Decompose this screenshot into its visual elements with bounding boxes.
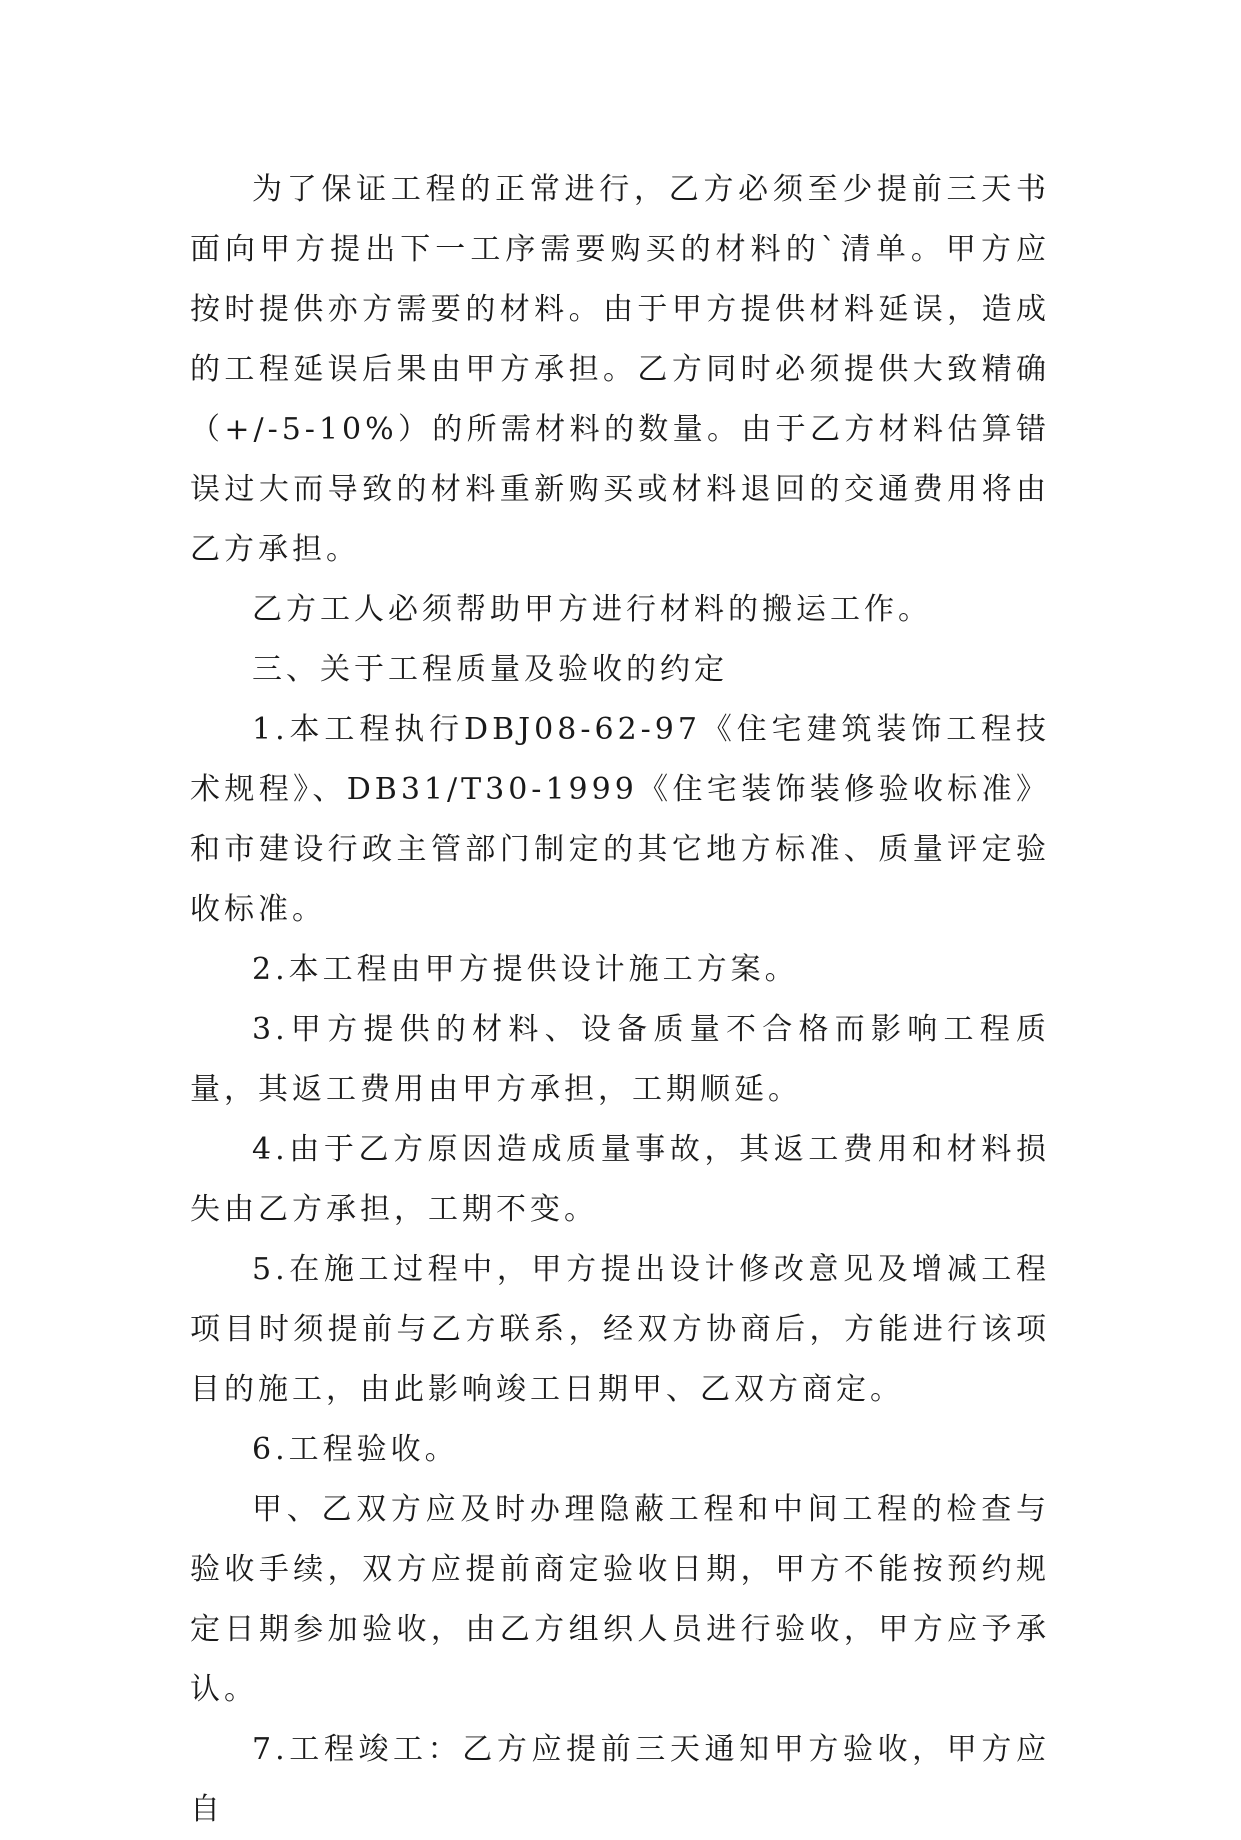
paragraph-item-4: 4.由于乙方原因造成质量事故，其返工费用和材料损失由乙方承担，工期不变。 — [190, 1132, 1050, 1227]
section-heading-quality: 三、关于工程质量及验收的约定 — [252, 652, 728, 687]
paragraph-item-6: 6.工程验收。 — [252, 1432, 459, 1467]
paragraph-acceptance-procedure: 甲、乙双方应及时办理隐蔽工程和中间工程的检查与验收手续，双方应提前商定验收日期，甲方不能按预约规定日期参加验收，由乙方组织人员进行验收，甲方应予承认。 — [190, 1492, 1050, 1707]
paragraph-item-3: 3.甲方提供的材料、设备质量不合格而影响工程质量，其返工费用由甲方承担，工期顺延。 — [190, 1012, 1050, 1107]
paragraph-item-2: 2.本工程由甲方提供设计施工方案。 — [252, 952, 799, 987]
paragraph-material-handling: 乙方工人必须帮助甲方进行材料的搬运工作。 — [252, 592, 932, 627]
document-body — [190, 160, 1050, 1840]
paragraph-material-list: 为了保证工程的正常进行，乙方必须至少提前三天书面向甲方提出下一工序需要购买的材料的`清单。甲方应按时提供亦方需要的材料。由于甲方提供材料延误，造成的工程延误后果由甲方承担。乙方同时必须提供大致精确（+/-5-10%）的所需材料的数量。由于乙方材料估算错误过大而导致的材料重新购买或材料退回的交通费用将由乙方承担。 — [190, 172, 1050, 567]
paragraph-item-7: 7.工程竣工：乙方应提前三天通知甲方验收，甲方应自 — [190, 1732, 1050, 1827]
paragraph-item-1: 1.本工程执行DBJ08-62-97《住宅建筑装饰工程技术规程》、DB31/T30-1999《住宅装饰装修验收标准》和市建设行政主管部门制定的其它地方标准、质量评定验收标准。 — [190, 712, 1050, 927]
paragraph-item-5: 5.在施工过程中，甲方提出设计修改意见及增减工程项目时须提前与乙方联系，经双方协商后，方能进行该项目的施工，由此影响竣工日期甲、乙双方商定。 — [190, 1252, 1050, 1407]
